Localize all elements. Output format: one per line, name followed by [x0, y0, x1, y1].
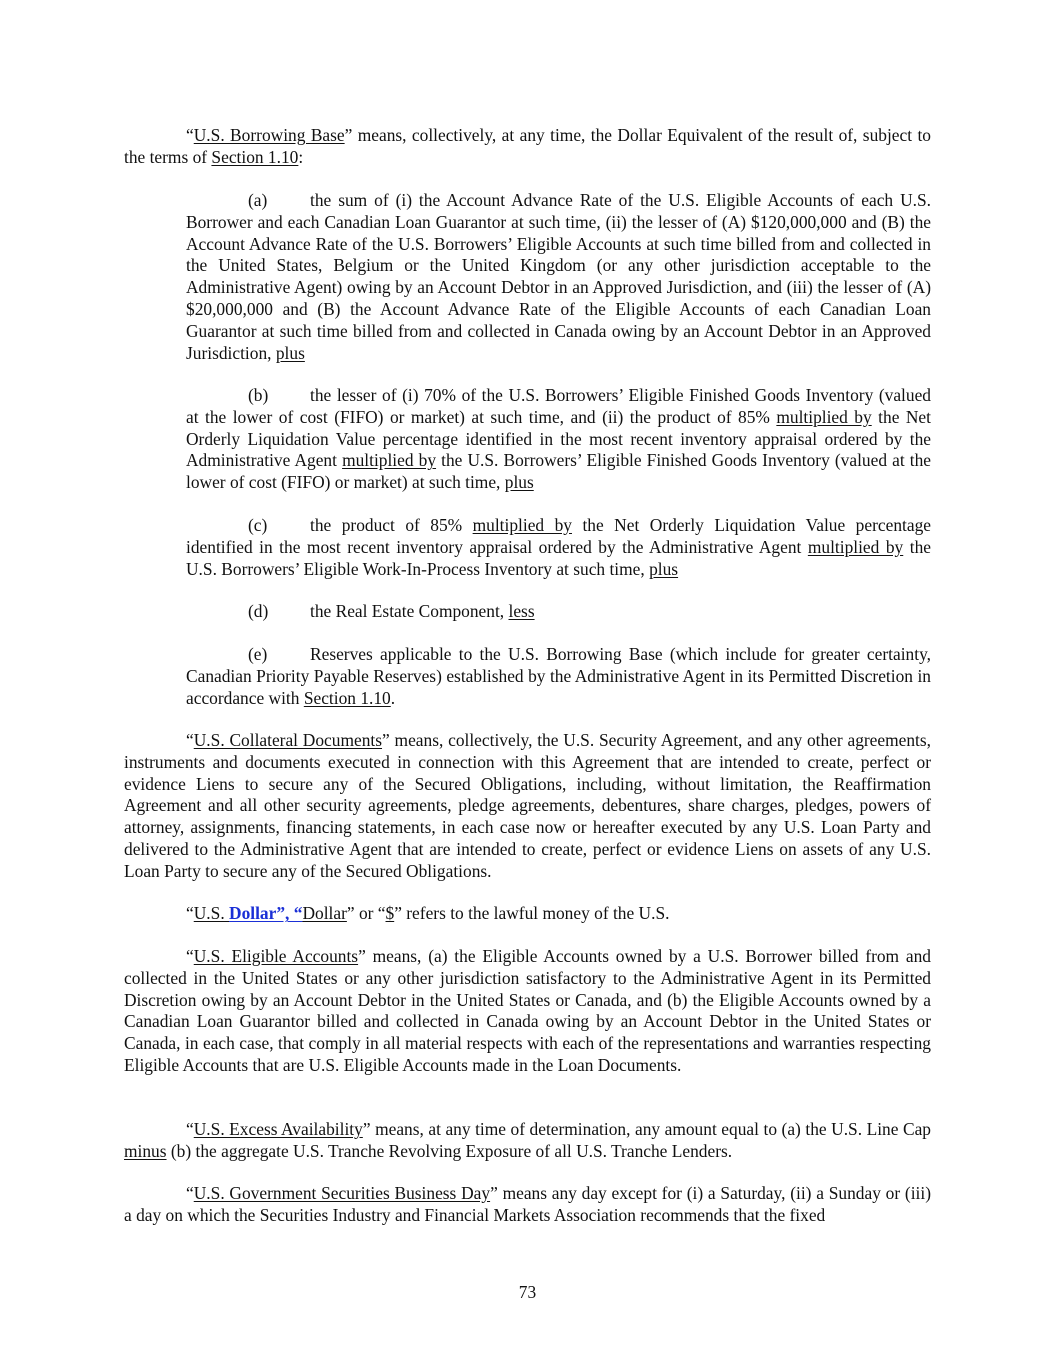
- page-number: 73: [518, 1282, 537, 1302]
- clause-text: the sum of (i) the Account Advance Rate of the U.S. Eligible Accounts of each U.S. Borrower and each Canadian Loan Guarantor at such time, (ii) the lesser of (A) $120,000,000 and (B) the Account Advance Rate of the U.S. Borrowers’ Eligible Accounts at such time billed from and collected in the United States, Belgium or the United Kingdom (or any other jurisdiction acceptable to the Administrative Agent) owing by an Account Debtor in an Approved Jurisdiction, and (iii) the lesser of (A) $20,000,000 and (B) the Account Advance Rate of the Eligible Accounts of each Canadian Loan Guarantor at such time billed from and collected in Canada owing by an Account Debtor in an Approved Jurisdiction,: [186, 190, 931, 363]
- clause-text: the Real Estate Component,: [310, 601, 509, 621]
- dollar-symbol-term: $: [385, 903, 395, 923]
- clause-text: Reserves applicable to the U.S. Borrowing Base (which include for greater certainty, Canadian Priority Payable Reserves) established by the Administrative Agent in its Permitted Discretion in accordance with: [186, 644, 931, 708]
- quote-mark: “: [186, 125, 194, 145]
- clause-text: the Net Orderly Liquidation Value percentage identified in the most recent inventory appraisal ordered by the Administrative Agent: [186, 515, 931, 557]
- inserted-revision-text: Dollar”, “: [229, 903, 303, 923]
- defined-term: U.S. Borrowing Base: [193, 125, 345, 145]
- multiplied-by-keyword: multiplied by: [776, 406, 872, 427]
- plus-keyword: plus: [504, 472, 534, 493]
- definition-us-collateral-documents: [124, 730, 931, 883]
- clause-text: the Net Orderly Liquidation Value percentage identified in the most recent inventory appraisal ordered by the Administrative Agent: [186, 406, 931, 471]
- clause-label: (b): [248, 385, 269, 405]
- clause-text: the lesser of (i) 70% of the U.S. Borrowers’ Eligible Finished Goods Inventory (valued at the lower of cost (FIFO) or market) at such time, and (ii) the product of 85%: [186, 385, 931, 427]
- clause-label: (a): [248, 190, 268, 210]
- definition-text: ” means any day except for (i) a Saturday, (ii) a Sunday or (iii) a day on which the Securities Industry and Financial Markets Association recommends that the fixed: [124, 1183, 931, 1225]
- section-reference: Section 1.10: [211, 146, 299, 167]
- plus-keyword: plus: [649, 558, 679, 579]
- clause-text: the U.S. Borrowers’ Eligible Work-In-Process Inventory at such time,: [186, 536, 932, 579]
- definition-us-government-securities-business-day: [124, 1183, 931, 1227]
- defined-term: U.S. Eligible Accounts: [193, 946, 359, 966]
- quote-mark: “: [186, 730, 194, 750]
- defined-term: Dollar: [302, 903, 347, 923]
- quote-mark: “: [186, 1119, 194, 1139]
- definition-text: ” means, at any time of determination, any amount equal to (a) the U.S. Line Cap: [362, 1119, 931, 1139]
- clause-label: (e): [248, 644, 268, 664]
- multiplied-by-keyword: multiplied by: [807, 536, 904, 557]
- multiplied-by-keyword: multiplied by: [342, 450, 437, 471]
- definition-us-excess-availability: [124, 1119, 931, 1163]
- clause-e: [186, 644, 931, 709]
- defined-term: U.S. Excess Availability: [193, 1119, 363, 1139]
- less-keyword: less: [508, 601, 535, 621]
- clause-b: [186, 385, 931, 494]
- definition-text: (b) the aggregate U.S. Tranche Revolving Exposure of all U.S. Tranche Lenders.: [166, 1140, 733, 1161]
- definition-text: ” means, collectively, at any time, the Dollar Equivalent of the result of, subject to the terms of: [124, 125, 931, 167]
- clause-a: [186, 190, 931, 364]
- punctuation: .: [390, 687, 396, 708]
- multiplied-by-keyword: multiplied by: [472, 515, 572, 535]
- clause-label: (c): [248, 515, 268, 535]
- quote-mark: “: [186, 903, 194, 923]
- definition-us-borrowing-base: [124, 125, 931, 169]
- clause-text: the U.S. Borrowers’ Eligible Finished Goods Inventory (valued at the lower of cost (FIFO) or market) at such time,: [186, 450, 931, 493]
- defined-term: U.S. Government Securities Business Day: [193, 1183, 491, 1203]
- section-reference: Section 1.10: [303, 687, 391, 708]
- definition-us-dollar: [124, 903, 931, 925]
- defined-term: U.S.: [193, 903, 230, 923]
- plus-keyword: plus: [275, 342, 305, 363]
- clause-d: [186, 601, 931, 623]
- quote-mark: “: [186, 1183, 194, 1203]
- definition-text: ” refers to the lawful money of the U.S.: [394, 903, 670, 923]
- minus-keyword: minus: [124, 1140, 167, 1161]
- clause-text: the product of 85%: [310, 515, 473, 535]
- defined-term: U.S. Collateral Documents: [193, 730, 383, 750]
- clause-label: (d): [248, 601, 269, 621]
- definition-text: ” means, (a) the Eligible Accounts owned by a U.S. Borrower billed from and collected in the United States or any other jurisdiction satisfactory to the Administrative Agent in its Permitted Discretion owing by an Account Debtor in the United States or Canada, and (b) the Eligible Accounts owned by a Canadian Loan Guarantor billed and collected in Canada owing by an Account Debtor in the United States or Canada, in each case, that comply in all material respects with each of the representations and warranties respecting Eligible Accounts that are U.S. Eligible Accounts made in the Loan Documents.: [124, 946, 932, 1075]
- quote-mark: “: [186, 946, 194, 966]
- clause-c: [186, 515, 931, 580]
- punctuation: :: [298, 146, 304, 167]
- definition-us-eligible-accounts: [124, 946, 931, 1077]
- definition-text: ” or “: [346, 903, 386, 923]
- definition-text: ” means, collectively, the U.S. Security Agreement, and any other agreements, instruments and documents executed in connection with this Agreement that are intended to create, perfect or evidence Liens to secure any of the Secured Obligations, including, without limitation, the Reaffirmation Agreement and all other security agreements, pledge agreements, debentures, share charges, pledges, powers of attorney, assignments, financing statements, in each case now or hereafter executed by any U.S. Loan Party and delivered to the Administrative Agent that are intended to create, perfect or evidence Liens on assets of any U.S. Loan Party to secure any of the Secured Obligations.: [124, 730, 932, 881]
